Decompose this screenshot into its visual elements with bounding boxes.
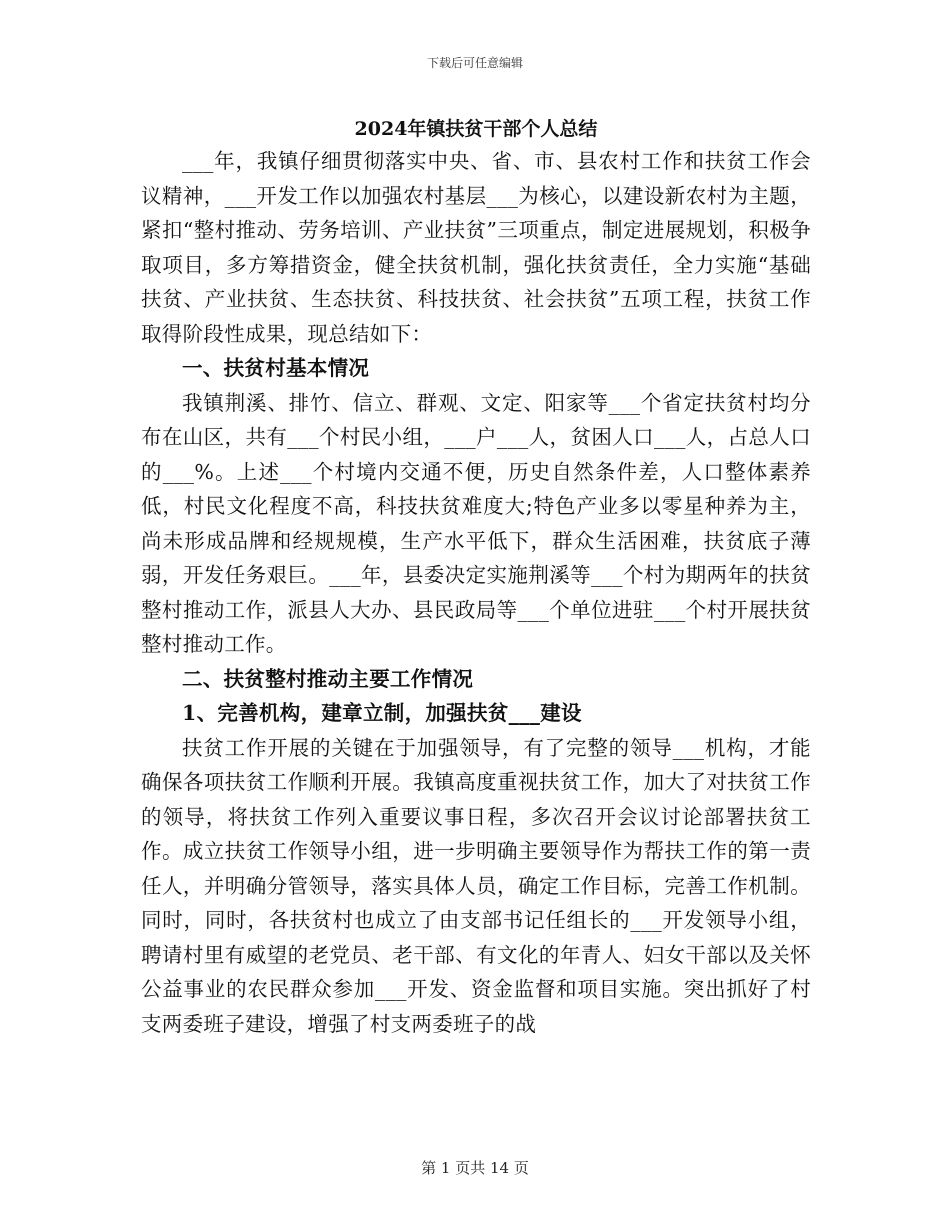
section-heading: 一、扶贫村基本情况 <box>182 356 370 380</box>
body-paragraph: 扶贫工作开展的关键在于加强领导，有了完整的领导___机构，才能确保各项扶贫工作顺利开展。我镇高度重视扶贫工作，加大了对扶贫工作的领导，将扶贫工作列入重要议事日程，多次召开会议讨论部署扶贫工作。成立扶贫工作领导小组，进一步明确主要领导作为帮扶工作的第一责任人，并明确分管领导，落实具体人员，确定工作目标，完善工作机制。同时，同时，各扶贫村也成立了由支部书记任组长的___开发领导小组，聘请村里有威望的老党员、老干部、有文化的年青人、妇女干部以及关怀公益事业的农民群众参加___开发、资金监督和项目实施。突出抓好了村支两委班子建设，增强了村支两委班子的战 <box>141 735 811 1036</box>
section-heading: 二、扶贫整村推动主要工作情况 <box>182 666 474 691</box>
document-blocks <box>141 144 811 1041</box>
header-note: 下载后可任意编辑 <box>426 56 523 70</box>
document-title: 2024年镇扶贫干部个人总结 <box>354 118 598 140</box>
document-body <box>141 112 811 1041</box>
section-heading: 1、完善机构，建章立制，加强扶贫___建设 <box>182 701 582 725</box>
body-paragraph: ___年，我镇仔细贯彻落实中央、省、市、县农村工作和扶贫工作会议精神，___开发工作以加强农村基层___为核心，以建设新农村为主题，紧扣“整村推动、劳务培训、产业扶贫”三项重点，制定进展规划，积极争取项目，多方筹措资金，健全扶贫机制，强化扶贫责任，全力实施“基础扶贫、产业扶贫、生态扶贫、科技扶贫、社会扶贫”五项工程，扶贫工作取得阶段性成果，现总结如下： <box>141 149 811 346</box>
body-paragraph: 我镇荆溪、排竹、信立、群观、文定、阳家等___个省定扶贫村均分布在山区，共有___个村民小组，___户___人，贫困人口___人，占总人口的___%。上述___个村境内交通不便，历史自然条件差，人口整体素养低，村民文化程度不高，科技扶贫难度大;特色产业多以零星种养为主，尚未形成品牌和经规规模，生产水平低下，群众生活困难，扶贫底子薄弱，开发任务艰巨。___年，县委决定实施荆溪等___个村为期两年的扶贫整村推动工作，派县人大办、县民政局等___个单位进驻___个村开展扶贫整村推动工作。 <box>141 390 811 656</box>
page-footer: 第 1 页共 14 页 <box>421 1159 529 1177</box>
